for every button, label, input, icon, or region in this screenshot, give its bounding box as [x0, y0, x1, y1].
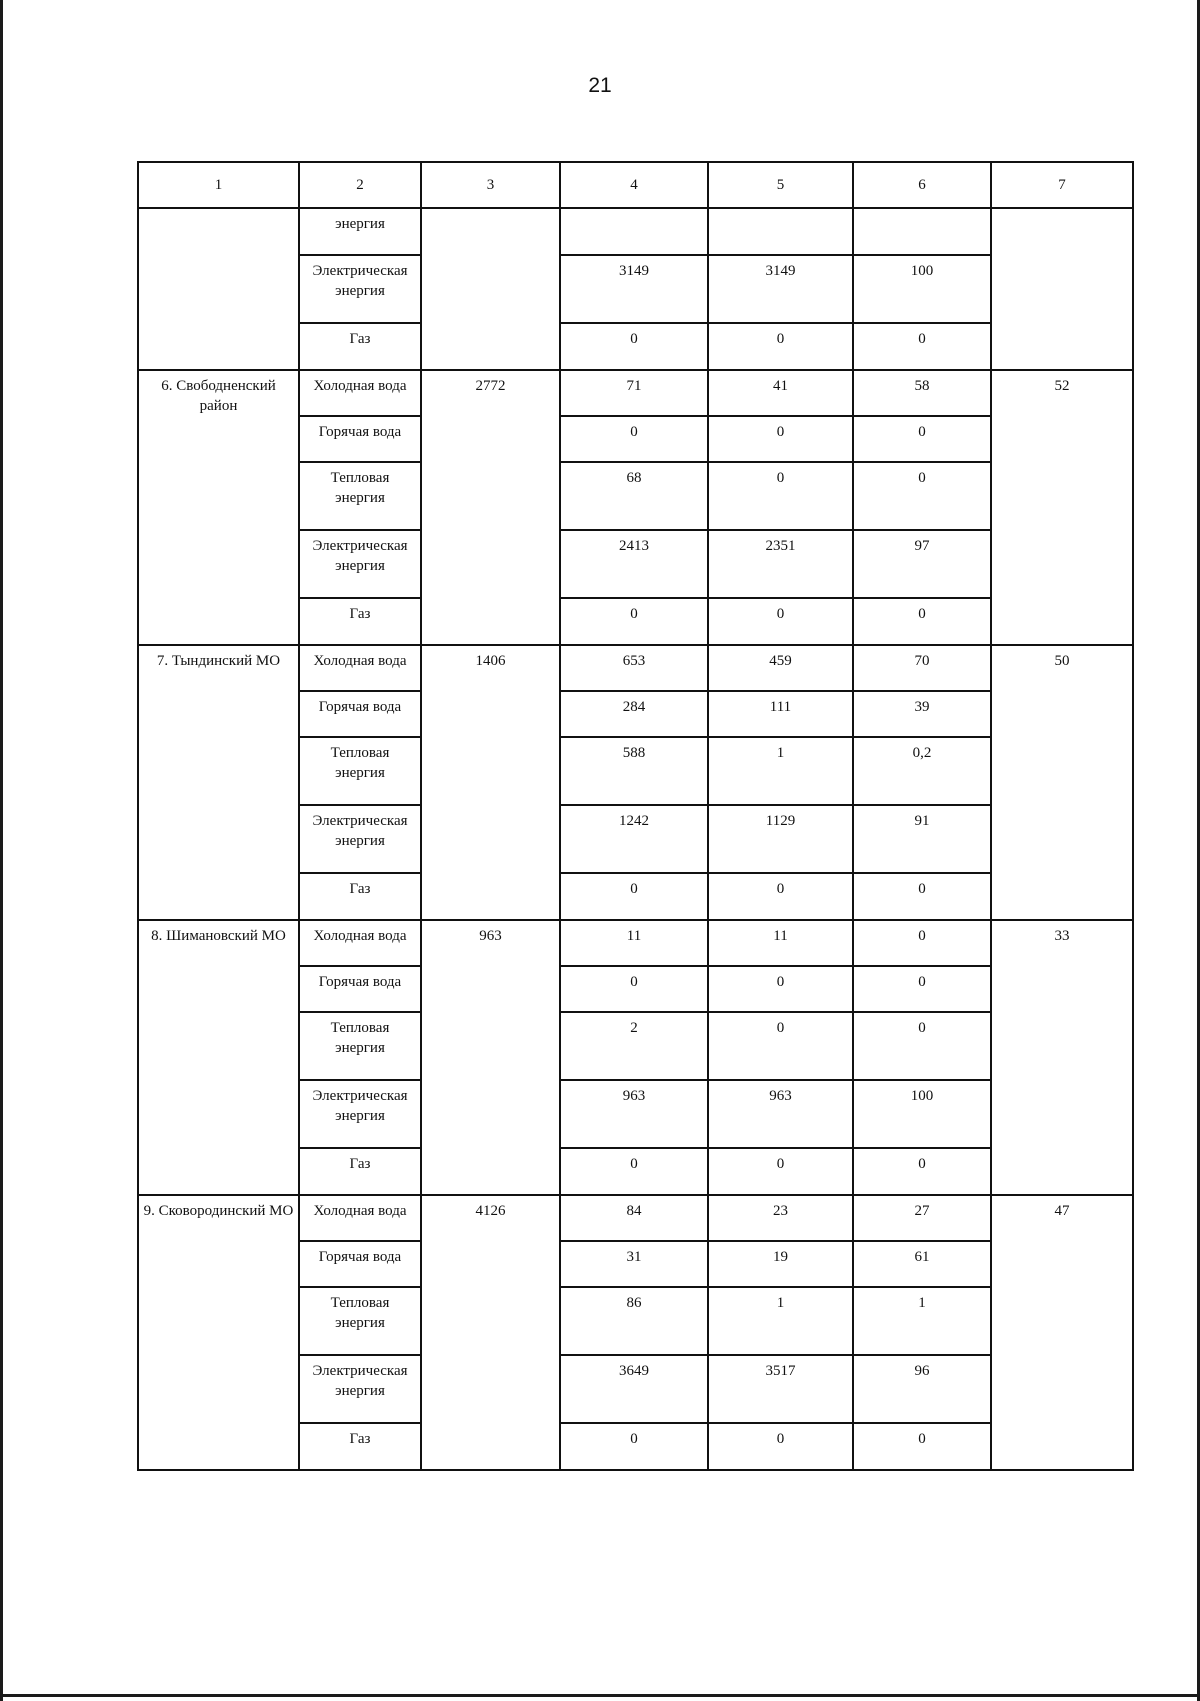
column-number: 5: [708, 162, 853, 208]
resource-cell: Горячая вода: [299, 966, 421, 1012]
value-cell-col4: 68: [560, 462, 708, 530]
table-row: [138, 920, 1133, 966]
resource-cell: Горячая вода: [299, 416, 421, 462]
value-cell-col3: 2772: [421, 370, 560, 645]
value-cell-col5: 3149: [708, 255, 853, 323]
value-cell-col5: 23: [708, 1195, 853, 1241]
value-cell-col4: [560, 208, 708, 255]
value-cell-col5: 2351: [708, 530, 853, 598]
value-cell-col5: [708, 208, 853, 255]
value-cell-col6: 0: [853, 1012, 991, 1080]
value-cell-col6: 1: [853, 1287, 991, 1355]
value-cell-col5: 459: [708, 645, 853, 691]
value-cell-col4: 0: [560, 323, 708, 370]
value-cell-col4: 0: [560, 416, 708, 462]
value-cell-col6: 91: [853, 805, 991, 873]
value-cell-col4: 0: [560, 1148, 708, 1195]
value-cell-col5: 111: [708, 691, 853, 737]
value-cell-col4: 0: [560, 966, 708, 1012]
value-cell-col6: 27: [853, 1195, 991, 1241]
table-row: [138, 1195, 1133, 1241]
value-cell-col7: 50: [991, 645, 1133, 920]
district-name: 8. Шимановский МО: [138, 920, 299, 1195]
value-cell-col4: 0: [560, 873, 708, 920]
resource-cell: Электрическая энергия: [299, 1080, 421, 1148]
table-row: [138, 208, 1133, 255]
value-cell-col5: 11: [708, 920, 853, 966]
value-cell-col4: 2: [560, 1012, 708, 1080]
value-cell-col5: 0: [708, 323, 853, 370]
table-row: [138, 370, 1133, 416]
column-number-row: [138, 162, 1133, 208]
column-number: 2: [299, 162, 421, 208]
value-cell-col6: 0: [853, 416, 991, 462]
resources-table: [137, 161, 1134, 1471]
value-cell-col3: 1406: [421, 645, 560, 920]
value-cell-col6: 100: [853, 1080, 991, 1148]
value-cell-col6: 0: [853, 323, 991, 370]
district-cell-blank: [138, 208, 299, 370]
value-cell-col4: 71: [560, 370, 708, 416]
value-cell-col6: 0: [853, 920, 991, 966]
district-name: 6. Свободненский район: [138, 370, 299, 645]
value-cell-col4: 284: [560, 691, 708, 737]
value-cell-col6: 58: [853, 370, 991, 416]
value-cell-col7: 33: [991, 920, 1133, 1195]
value-cell-col4: 31: [560, 1241, 708, 1287]
value-cell-col4: 3149: [560, 255, 708, 323]
value-cell-col5: 0: [708, 966, 853, 1012]
column-number: 1: [138, 162, 299, 208]
value-cell-col6: 96: [853, 1355, 991, 1423]
resource-cell: Холодная вода: [299, 1195, 421, 1241]
value-cell-col3: 963: [421, 920, 560, 1195]
value-cell-col4: 963: [560, 1080, 708, 1148]
value-cell-col3-blank: [421, 208, 560, 370]
value-cell-col5: 963: [708, 1080, 853, 1148]
column-number: 7: [991, 162, 1133, 208]
value-cell-col5: 0: [708, 462, 853, 530]
resource-cell: Холодная вода: [299, 920, 421, 966]
value-cell-col5: 0: [708, 598, 853, 645]
value-cell-col4: 86: [560, 1287, 708, 1355]
scan-edge-bottom: [0, 1694, 1200, 1697]
resource-cell: Газ: [299, 1148, 421, 1195]
value-cell-col4: 3649: [560, 1355, 708, 1423]
value-cell-col6: 0: [853, 873, 991, 920]
value-cell-col5: 0: [708, 1012, 853, 1080]
value-cell-col5: 0: [708, 1148, 853, 1195]
value-cell-col5: 1: [708, 737, 853, 805]
value-cell-col5: 0: [708, 873, 853, 920]
resource-cell: Электрическая энергия: [299, 1355, 421, 1423]
resource-cell: Тепловая энергия: [299, 462, 421, 530]
resource-cell: энергия: [299, 208, 421, 255]
table-row: [138, 645, 1133, 691]
resource-cell: Горячая вода: [299, 1241, 421, 1287]
resource-cell: Холодная вода: [299, 645, 421, 691]
value-cell-col6: 61: [853, 1241, 991, 1287]
value-cell-col6: 70: [853, 645, 991, 691]
value-cell-col7-blank: [991, 208, 1133, 370]
value-cell-col4: 11: [560, 920, 708, 966]
value-cell-col5: 0: [708, 1423, 853, 1470]
value-cell-col5: 1129: [708, 805, 853, 873]
column-number: 4: [560, 162, 708, 208]
value-cell-col6: [853, 208, 991, 255]
value-cell-col7: 47: [991, 1195, 1133, 1470]
value-cell-col5: 0: [708, 416, 853, 462]
value-cell-col4: 588: [560, 737, 708, 805]
column-number: 6: [853, 162, 991, 208]
resource-cell: Газ: [299, 873, 421, 920]
value-cell-col5: 1: [708, 1287, 853, 1355]
value-cell-col6: 100: [853, 255, 991, 323]
resource-cell: Тепловая энергия: [299, 737, 421, 805]
value-cell-col6: 0: [853, 462, 991, 530]
resource-cell: Горячая вода: [299, 691, 421, 737]
value-cell-col4: 84: [560, 1195, 708, 1241]
scan-edge-left: [0, 0, 3, 1701]
value-cell-col5: 41: [708, 370, 853, 416]
resource-cell: Электрическая энергия: [299, 805, 421, 873]
value-cell-col4: 2413: [560, 530, 708, 598]
resource-cell: Электрическая энергия: [299, 530, 421, 598]
value-cell-col6: 0,2: [853, 737, 991, 805]
value-cell-col5: 3517: [708, 1355, 853, 1423]
value-cell-col6: 0: [853, 1148, 991, 1195]
resource-cell: Электрическая энергия: [299, 255, 421, 323]
resource-cell: Газ: [299, 598, 421, 645]
value-cell-col6: 0: [853, 598, 991, 645]
district-name: 9. Сковородинский МО: [138, 1195, 299, 1470]
value-cell-col4: 653: [560, 645, 708, 691]
value-cell-col4: 1242: [560, 805, 708, 873]
page-number: 21: [588, 74, 612, 97]
resource-cell: Газ: [299, 1423, 421, 1470]
value-cell-col7: 52: [991, 370, 1133, 645]
value-cell-col5: 19: [708, 1241, 853, 1287]
column-number: 3: [421, 162, 560, 208]
resource-cell: Тепловая энергия: [299, 1012, 421, 1080]
value-cell-col6: 0: [853, 1423, 991, 1470]
value-cell-col6: 0: [853, 966, 991, 1012]
value-cell-col6: 97: [853, 530, 991, 598]
resource-cell: Тепловая энергия: [299, 1287, 421, 1355]
value-cell-col4: 0: [560, 1423, 708, 1470]
resource-cell: Газ: [299, 323, 421, 370]
resource-cell: Холодная вода: [299, 370, 421, 416]
value-cell-col4: 0: [560, 598, 708, 645]
value-cell-col3: 4126: [421, 1195, 560, 1470]
district-name: 7. Тындинский МО: [138, 645, 299, 920]
value-cell-col6: 39: [853, 691, 991, 737]
